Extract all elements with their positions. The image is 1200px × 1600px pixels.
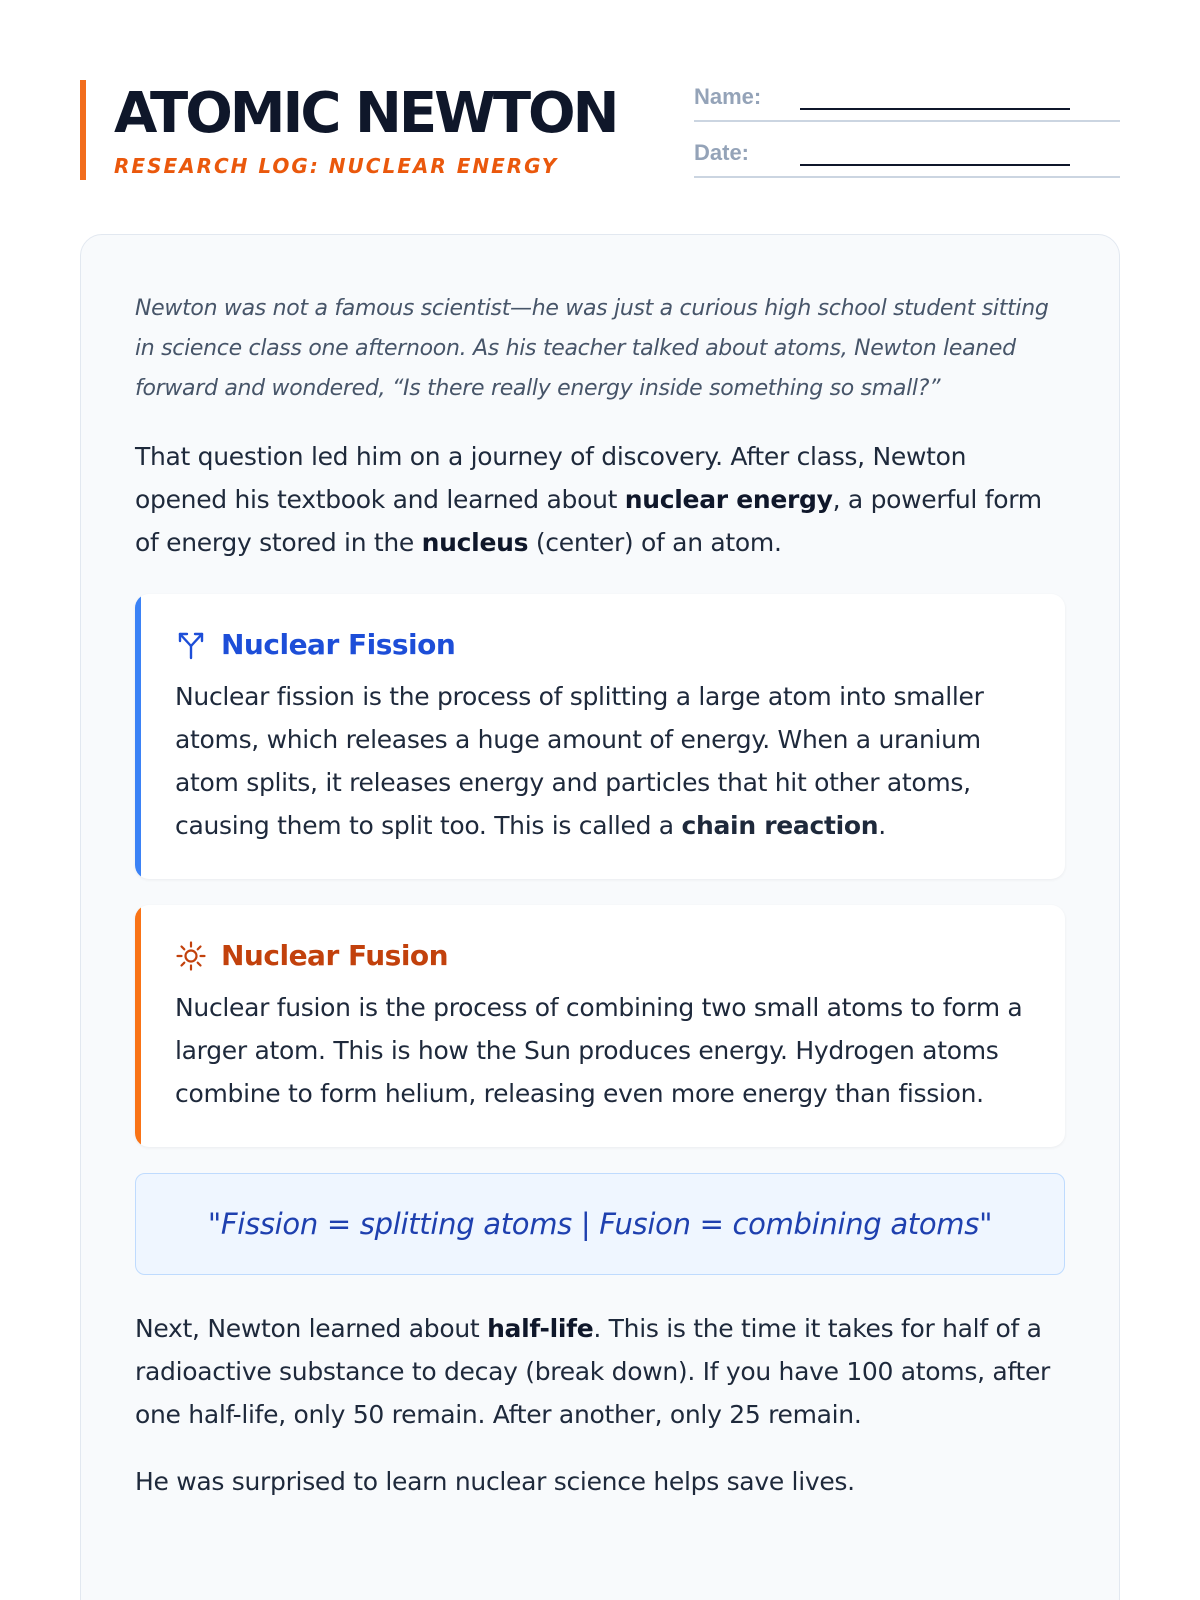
- text-run: Nuclear fission is the process of splitting a large atom into smaller atoms, which releases a huge amount of energy. When a uranium atom splits, it releases energy and particles that hit other atoms, causing them to split too. This is called a: [175, 682, 984, 840]
- name-label: Name:: [694, 84, 762, 109]
- name-field-row: [694, 80, 1120, 122]
- fusion-heading: [175, 939, 1029, 972]
- text-run: , a powerful form of energy stored in the: [135, 485, 1042, 557]
- fusion-box: [135, 905, 1065, 1147]
- term-nucleus: nucleus: [421, 528, 529, 557]
- text-run: . This is the time it takes for half of a radioactive substance to decay (break down). If you have 100 atoms, after one half-life, only 50 remain. After another, only 25 remain.: [135, 1314, 1051, 1429]
- date-label: Date:: [694, 140, 750, 165]
- page-title: ATOMIC NEWTON: [114, 81, 617, 146]
- sun-icon: [175, 940, 207, 972]
- save-lives-paragraph: He was surprised to learn nuclear science helps save lives.: [135, 1467, 855, 1496]
- worksheet-header: [80, 80, 1120, 180]
- term-chain-reaction: chain reaction: [681, 811, 879, 840]
- term-half-life: half-life: [487, 1314, 594, 1343]
- summary-quote: "Fission = splitting atoms | Fusion = combining atoms": [207, 1207, 993, 1241]
- fission-heading: [175, 628, 1029, 661]
- name-blank-line[interactable]: [800, 108, 1070, 110]
- half-life-paragraph: [135, 1307, 1065, 1436]
- fission-text: [175, 675, 1029, 847]
- date-blank-line[interactable]: [800, 164, 1070, 166]
- text-run: .: [878, 811, 886, 840]
- term-nuclear-energy: nuclear energy: [624, 485, 833, 514]
- fission-box: [135, 594, 1065, 879]
- page-subtitle: RESEARCH LOG: NUCLEAR ENERGY: [114, 154, 559, 178]
- nuclear-energy-paragraph: [135, 435, 1065, 564]
- split-arrows-icon: [175, 629, 207, 661]
- date-field-row: [694, 136, 1120, 178]
- fusion-text: Nuclear fusion is the process of combining two small atoms to form a larger atom. This is how the Sun produces energy. Hydrogen atoms combine to form helium, releasing even more energy than fission.: [175, 993, 1023, 1108]
- intro-paragraph: Newton was not a famous scientist—he was just a curious high school student sitting in science class one afternoon. As his teacher talked about atoms, Newton leaned forward and wondered, “Is there really energy inside something so small?”: [135, 296, 1049, 401]
- story-card: [80, 234, 1120, 1600]
- summary-callout: [135, 1173, 1065, 1275]
- title-block: [80, 80, 617, 180]
- student-info-fields: [694, 80, 1120, 192]
- text-run: Next, Newton learned about: [135, 1314, 488, 1343]
- fission-title: Nuclear Fission: [221, 628, 456, 661]
- text-run: (center) of an atom.: [528, 528, 782, 557]
- fusion-title: Nuclear Fusion: [221, 939, 449, 972]
- text-run: That question led him on a journey of discovery. After class, Newton opened his textbook and learned about: [135, 442, 967, 514]
